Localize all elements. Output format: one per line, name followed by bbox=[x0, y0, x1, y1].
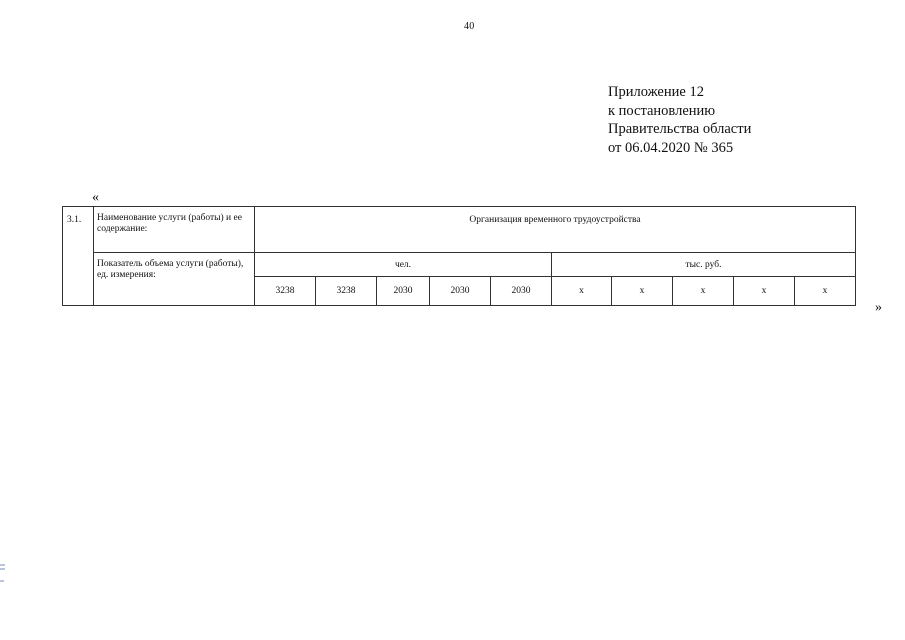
page-number: 40 bbox=[464, 21, 475, 32]
unit-people: чел. bbox=[255, 253, 552, 277]
appendix-line-1: Приложение 12 bbox=[608, 84, 704, 100]
opening-quote: « bbox=[92, 190, 99, 205]
service-name-value: Организация временного трудоустройства bbox=[255, 207, 856, 253]
value-cell: 2030 bbox=[377, 277, 430, 306]
service-table bbox=[62, 206, 856, 306]
value-cell: 3238 bbox=[255, 277, 316, 306]
table-row bbox=[63, 207, 856, 253]
value-cell: х bbox=[552, 277, 612, 306]
value-cell: х bbox=[673, 277, 734, 306]
margin-scan-marks bbox=[0, 563, 6, 585]
closing-quote: » bbox=[875, 300, 882, 315]
value-cell: 2030 bbox=[430, 277, 491, 306]
value-cell: 3238 bbox=[316, 277, 377, 306]
value-cell: х bbox=[795, 277, 856, 306]
value-cell: х bbox=[734, 277, 795, 306]
value-cell: 2030 bbox=[491, 277, 552, 306]
unit-money: тыс. руб. bbox=[552, 253, 856, 277]
value-cell: х bbox=[612, 277, 673, 306]
service-name-label: Наименование услуги (работы) и ее содержание: bbox=[94, 207, 255, 253]
appendix-heading bbox=[608, 83, 751, 157]
appendix-line-2: к постановлению bbox=[608, 102, 716, 119]
volume-indicator-label: Показатель объема услуги (работы), ед. измерения: bbox=[94, 253, 255, 306]
row-number: 3.1. bbox=[63, 207, 94, 306]
appendix-line-3: Правительства области bbox=[608, 121, 752, 137]
table-row bbox=[63, 253, 856, 277]
appendix-line-4: от 06.04.2020 № 365 bbox=[608, 139, 734, 156]
